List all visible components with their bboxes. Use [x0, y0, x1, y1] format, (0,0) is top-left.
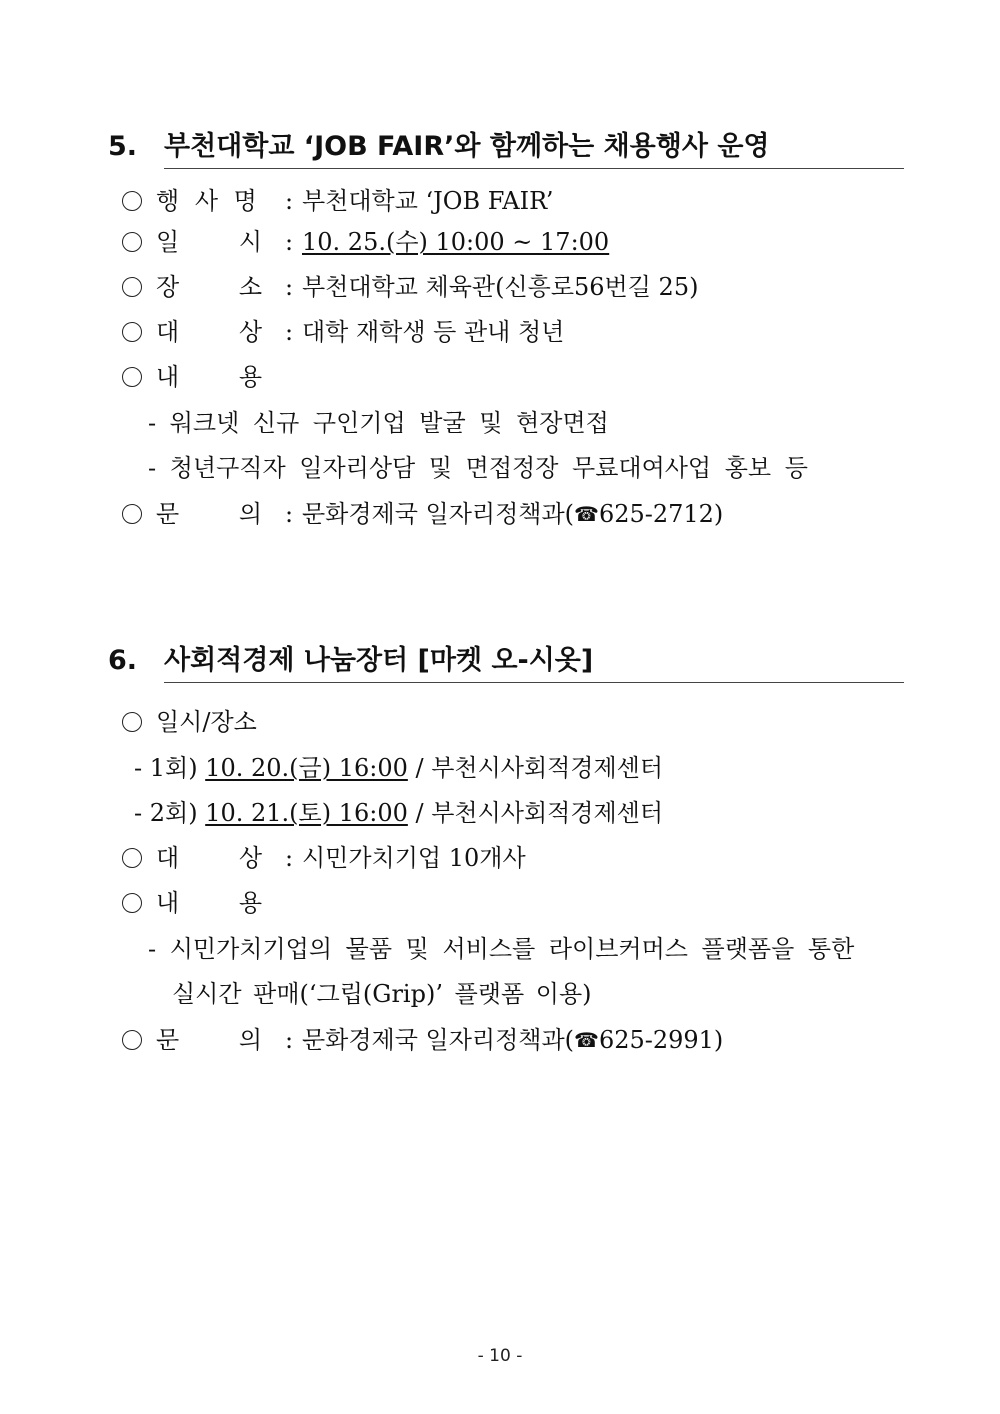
telephone-icon: ☎ [574, 1028, 599, 1052]
s5-inquiry-phone: 625-2712) [598, 500, 724, 528]
circle-bullet-icon [122, 712, 142, 732]
s6-session-2-place: / 부천시사회적경제센터 [407, 799, 664, 827]
circle-bullet-icon [122, 322, 142, 342]
page-number: - 10 - [477, 1346, 523, 1366]
s5-content-line-1: - 워크넷 신규 구인기업 발굴 및 현장면접 [148, 409, 609, 437]
s5-content-line-2: - 청년구직자 일자리상담 및 면접정장 무료대여사업 홍보 등 [148, 454, 808, 482]
s6-inquiry-label: 문 의 [156, 1026, 262, 1054]
s5-datetime-row: 일 시 : 10. 25.(수) 10:00 ~ 17:00 [122, 225, 609, 259]
section-5-title: 부천대학교 ‘JOB FAIR’와 함께하는 채용행사 운영 [164, 131, 770, 162]
s6-session-1-place: / 부천시사회적경제센터 [407, 754, 664, 782]
section-5-underline [164, 168, 904, 169]
s6-content-line-1: - 시민가치기업의 물품 및 서비스를 라이브커머스 플랫폼을 통한 [148, 935, 855, 963]
s5-target-value: 대학 재학생 등 관내 청년 [302, 318, 565, 346]
circle-bullet-icon [122, 191, 142, 211]
s6-inquiry-value: 문화경제국 일자리정책과( [302, 1026, 575, 1054]
s5-inquiry-value: 문화경제국 일자리정책과( [302, 500, 575, 528]
s6-datetime-place-row [122, 705, 257, 739]
circle-bullet-icon [122, 504, 142, 524]
s6-session-2-prefix: - 2회) [134, 799, 206, 827]
s6-target-row: 대 상 : 시민가치기업 10개사 [122, 841, 526, 875]
section-6-heading [108, 641, 904, 681]
s5-inquiry-label: 문 의 [156, 500, 262, 528]
circle-bullet-icon [122, 232, 142, 252]
s5-datetime-label: 일 시 [156, 228, 262, 256]
circle-bullet-icon [122, 1030, 142, 1050]
s6-session-1-date: 10. 20.(금) 16:00 [205, 754, 408, 782]
circle-bullet-icon [122, 848, 142, 868]
s5-place-row: 장 소 : 부천대학교 체육관(신흥로56번길 25) [122, 270, 698, 304]
s5-datetime-value: 10. 25.(수) 10:00 ~ 17:00 [302, 228, 610, 256]
s5-event-name-label: 행 사 명 [156, 187, 261, 215]
s6-content-row [122, 886, 276, 920]
circle-bullet-icon [122, 277, 142, 297]
s6-session-1-prefix: - 1회) [134, 754, 206, 782]
s6-target-value: 시민가치기업 10개사 [302, 844, 526, 872]
s6-inquiry-phone: 625-2991) [598, 1026, 724, 1054]
s5-content-label: 내 용 [156, 363, 262, 391]
s5-place-label: 장 소 [156, 273, 262, 301]
telephone-icon: ☎ [574, 502, 599, 526]
section-6-number: 6. [108, 645, 138, 676]
s6-session-2-row [134, 796, 663, 830]
section-6-underline [164, 682, 904, 683]
s5-inquiry-row: 문 의 : 문화경제국 일자리정책과(☎625-2712) [122, 497, 723, 531]
s6-datetime-place-label: 일시/장소 [156, 708, 257, 736]
s6-target-label: 대 상 [156, 844, 262, 872]
s5-event-name-row: 행 사 명 : 부천대학교 ‘JOB FAIR’ [122, 184, 554, 218]
s6-session-2-date: 10. 21.(토) 16:00 [205, 799, 408, 827]
s5-target-row: 대 상 : 대학 재학생 등 관내 청년 [122, 315, 564, 349]
s6-content-label: 내 용 [156, 889, 262, 917]
circle-bullet-icon [122, 893, 142, 913]
section-5-number: 5. [108, 131, 138, 162]
s5-event-name-value: 부천대학교 ‘JOB FAIR’ [302, 187, 554, 215]
s6-content-line-2: 실시간 판매(‘그립(Grip)’ 플랫폼 이용) [172, 980, 592, 1008]
section-5-heading [108, 127, 904, 167]
s6-inquiry-row: 문 의 : 문화경제국 일자리정책과(☎625-2991) [122, 1023, 723, 1057]
s5-place-value: 부천대학교 체육관(신흥로56번길 25) [302, 273, 699, 301]
s5-target-label: 대 상 [156, 318, 262, 346]
s6-session-1-row [134, 751, 663, 785]
circle-bullet-icon [122, 367, 142, 387]
s5-content-row [122, 360, 276, 394]
section-6-title: 사회적경제 나눔장터 [마켓 오-시옷] [164, 645, 594, 676]
